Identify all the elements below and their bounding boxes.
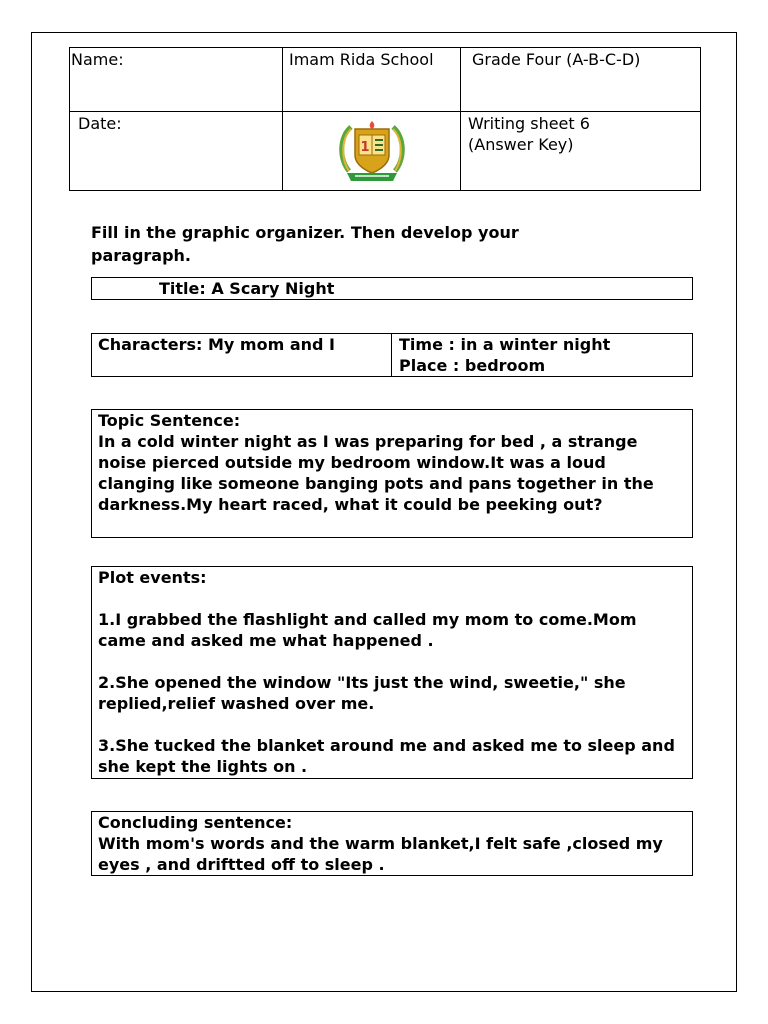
school-name: Imam Rida School	[289, 50, 434, 69]
conclusion-label: Concluding sentence:	[98, 813, 293, 832]
time-place-cell	[392, 334, 692, 376]
instructions: Fill in the graphic organizer. Then develop your paragraph.	[91, 223, 519, 265]
grade-text: Grade Four (A-B-C-D)	[472, 50, 641, 69]
conclusion-text: With mom's words and the warm blanket,I felt safe ,closed my eyes , and driftted off to sleep .	[98, 834, 663, 874]
characters-text: Characters: My mom and I	[98, 335, 335, 354]
concluding-sentence-box	[91, 811, 693, 876]
school-logo-icon	[337, 119, 407, 185]
answer-key-label: (Answer Key)	[468, 135, 574, 154]
date-cell	[70, 112, 283, 191]
logo-cell	[283, 112, 461, 191]
sheet-cell	[461, 112, 701, 191]
time-text: Time : in a winter night	[399, 335, 611, 354]
place-text: Place : bedroom	[399, 356, 546, 375]
plot-events-box	[91, 566, 693, 779]
grade-cell	[461, 48, 701, 112]
name-label: Name:	[71, 50, 124, 69]
plot-label: Plot events:	[98, 568, 207, 587]
topic-text: In a cold winter night as I was preparing for bed , a strange noise pierced outside my bedroom window.It was a loud clanging like someone banging pots and pans together in the darkness.My heart raced, what it could be peeking out?	[98, 432, 654, 514]
plot-event-3: 3.She tucked the blanket around me and asked me to sleep and she kept the lights on .	[98, 736, 675, 776]
topic-sentence-box	[91, 409, 693, 538]
plot-event-1: 1.I grabbed the flashlight and called my mom to come.Mom came and asked me what happened .	[98, 610, 637, 650]
header-table	[69, 47, 701, 191]
school-logo	[337, 119, 407, 190]
date-label: Date:	[78, 114, 122, 133]
sheet-title: Writing sheet 6	[468, 114, 590, 133]
story-title: Title: A Scary Night	[159, 279, 335, 298]
school-cell	[283, 48, 461, 112]
topic-label: Topic Sentence:	[98, 411, 241, 430]
characters-time-place-box	[91, 333, 693, 377]
title-box	[91, 277, 693, 300]
name-cell	[70, 48, 283, 112]
plot-event-2: 2.She opened the window "Its just the wind, sweetie," she replied,relief washed over me.	[98, 673, 626, 713]
characters-cell	[92, 334, 392, 376]
svg-text:1: 1	[359, 140, 370, 155]
